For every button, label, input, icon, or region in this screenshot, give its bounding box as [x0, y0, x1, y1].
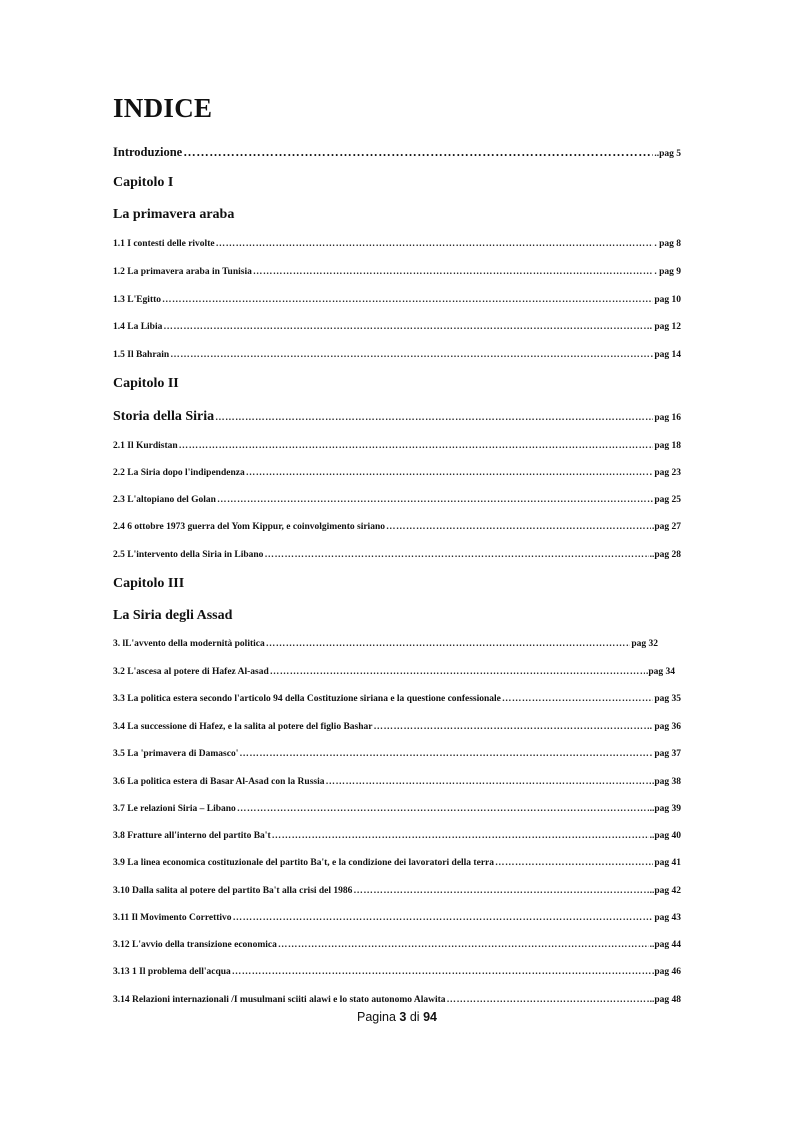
toc-leader-dots: [270, 667, 645, 677]
toc-leader-dots: [495, 858, 653, 868]
toc-leader-dots: [163, 322, 648, 332]
footer-prefix: Pagina: [357, 1010, 396, 1024]
toc-entry[interactable]: [113, 350, 681, 360]
toc-leader-dots: [386, 522, 651, 532]
toc-entry-label: 1.3 L'Egitto: [113, 295, 162, 305]
footer-total-pages: 94: [423, 1010, 437, 1024]
toc-entry-page: . pag 36: [649, 722, 681, 732]
chapter-heading-2: Capitolo II: [113, 376, 179, 391]
toc-entry-label: 2.3 L'altopiano del Golan: [113, 495, 216, 505]
toc-entry-page: .pag 38: [651, 777, 681, 787]
toc-leader-dots: [266, 639, 631, 649]
toc-entry-page: ..pag 48: [649, 995, 681, 1005]
toc-entry[interactable]: [113, 722, 681, 732]
toc-entry[interactable]: [113, 322, 681, 332]
toc-entry-page: pag 35: [654, 694, 681, 704]
toc-leader-dots: [325, 777, 650, 787]
toc-entry-page: . pag 12: [649, 322, 681, 332]
toc-entry-page: ..pag 44: [649, 940, 681, 950]
toc-leader-dots: [170, 350, 653, 360]
toc-entry-page: pag 41: [654, 858, 681, 868]
toc-entry[interactable]: [113, 940, 681, 950]
toc-entry[interactable]: [113, 522, 681, 532]
toc-entry-label: 3.14 Relazioni internazionali /I musulmani sciiti alawi e lo stato autonomo Alawita: [113, 995, 446, 1005]
toc-leader-dots: [239, 749, 653, 759]
toc-leader-dots: [215, 413, 653, 423]
toc-entry-label: 2.1 Il Kurdistan: [113, 441, 178, 451]
toc-entry-label: 3. lL'avvento della modernità politica: [113, 639, 265, 649]
toc-entry-label: 3.2 L'ascesa al potere di Hafez Al-asad: [113, 667, 269, 677]
toc-entry[interactable]: [113, 967, 681, 977]
chapter-heading-1: Capitolo I: [113, 175, 174, 190]
toc-leader-dots: [278, 940, 649, 950]
toc-entry-page: ..pag 40: [649, 831, 681, 841]
toc-leader-dots: [272, 831, 649, 841]
toc-leader-dots: [233, 913, 654, 923]
toc-entry[interactable]: [113, 468, 681, 478]
toc-entry-introduzione[interactable]: [113, 145, 681, 160]
toc-entry-page: .pag 34: [645, 667, 675, 677]
toc-entry-label: 3.13 1 Il problema dell'acqua: [113, 967, 231, 977]
toc-entry-label: 2.5 L'intervento della Siria in Libano: [113, 550, 264, 560]
toc-entry[interactable]: [113, 886, 681, 896]
toc-entry-label: 3.10 Dalla salita al potere del partito Ba't alla crisi del 1986: [113, 886, 353, 896]
toc-leader-dots: [237, 804, 649, 814]
toc-entry-label: 2.4 6 ottobre 1973 guerra del Yom Kippur, e coinvolgimento siriano: [113, 522, 385, 532]
toc-entry-page: ..pag 42: [649, 886, 681, 896]
toc-leader-dots: [179, 441, 654, 451]
chapter-title-2[interactable]: [113, 409, 681, 425]
toc-entry-label: 1.4 La Libia: [113, 322, 163, 332]
toc-entry[interactable]: [113, 913, 681, 923]
toc-entry-label: 2.2 La Siria dopo l'indipendenza: [113, 468, 245, 478]
toc-entry-page: pag 25: [654, 495, 681, 505]
toc-entry[interactable]: [113, 777, 681, 787]
chapter-heading-3: Capitolo III: [113, 576, 185, 591]
toc-entry-page: ..pag 39: [649, 804, 681, 814]
chapter-title-1: La primavera araba: [113, 207, 235, 222]
toc-entry-page: .pag 27: [651, 522, 681, 532]
index-title: INDICE: [113, 93, 213, 123]
toc-entry[interactable]: [113, 831, 681, 841]
toc-entry-page: pag 43: [654, 913, 681, 923]
toc-leader-dots: [162, 295, 653, 305]
toc-leader-dots: [253, 267, 653, 277]
chapter-title-label: Storia della Siria: [113, 409, 215, 424]
toc-entry-page: . pag 9: [654, 267, 681, 277]
toc-entry[interactable]: [113, 295, 681, 305]
toc-entry-label: 3.7 Le relazioni Siria – Libano: [113, 804, 236, 814]
toc-entry-label: 3.3 La politica estera secondo l'articolo 94 della Costituzione siriana e la questione confessionale: [113, 694, 501, 704]
toc-entry[interactable]: [113, 267, 681, 277]
toc-entry[interactable]: [113, 694, 681, 704]
toc-leader-dots: [264, 550, 648, 560]
toc-entry-page: pag 10: [654, 295, 681, 305]
toc-entry-label: 3.9 La linea economica costituzionale del partito Ba't, e la condizione dei lavoratori della terra: [113, 858, 494, 868]
toc-leader-dots: [353, 886, 648, 896]
footer-separator: di: [409, 1010, 420, 1024]
toc-entry-page: ..pag 28: [649, 550, 681, 560]
toc-entry-page: pag 14: [654, 350, 681, 360]
toc-entry-page: pag 16: [654, 413, 681, 423]
toc-entry[interactable]: [113, 749, 681, 759]
toc-entry-label: 3.8 Fratture all'interno del partito Ba't: [113, 831, 271, 841]
toc-leader-dots: [217, 495, 653, 505]
toc-leader-dots: [232, 967, 651, 977]
toc-entry-page: pag 37: [654, 749, 681, 759]
toc-leader-dots: [216, 239, 654, 249]
toc-entry[interactable]: [113, 441, 681, 451]
toc-entry-page: pag 32: [631, 639, 658, 649]
toc-entry[interactable]: [113, 495, 681, 505]
toc-entry-label: 3.4 La successione di Hafez, e la salita al potere del figlio Bashar: [113, 722, 373, 732]
toc-entry-page: ..pag 5: [654, 149, 681, 159]
toc-entry-label: 3.6 La politica estera di Basar Al-Asad con la Russia: [113, 777, 325, 787]
toc-entry-page: .pag 46: [651, 967, 681, 977]
toc-leader-dots: [373, 722, 648, 732]
chapter-title-3: La Siria degli Assad: [113, 608, 233, 623]
toc-leader-dots: [502, 694, 653, 704]
toc-leader-dots: [183, 145, 653, 160]
toc-entry[interactable]: [113, 239, 681, 249]
toc-entry-page: pag 18: [654, 441, 681, 451]
toc-entry[interactable]: [113, 667, 675, 677]
page-footer: [0, 1010, 794, 1024]
toc-entry-label: 1.2 La primavera araba in Tunisia: [113, 267, 252, 277]
toc-leader-dots: [447, 995, 649, 1005]
toc-entry-label: 3.12 L'avvio della transizione economica: [113, 940, 277, 950]
toc-entry-label: Introduzione: [113, 145, 183, 159]
toc-entry-label: 3.11 Il Movimento Correttivo: [113, 913, 232, 923]
toc-leader-dots: [246, 468, 649, 478]
toc-entry[interactable]: [113, 858, 681, 868]
toc-entry[interactable]: [113, 995, 681, 1005]
toc-entry[interactable]: [113, 639, 658, 649]
toc-entry[interactable]: [113, 804, 681, 814]
toc-entry-label: 1.5 Il Bahrain: [113, 350, 170, 360]
toc-entry-page: . pag 8: [654, 239, 681, 249]
toc-entry[interactable]: [113, 550, 681, 560]
toc-entry-page: . pag 23: [649, 468, 681, 478]
footer-current-page: 3: [399, 1010, 407, 1024]
toc-entry-label: 1.1 I contesti delle rivolte: [113, 239, 215, 249]
toc-entry-label: 3.5 La 'primavera di Damasco': [113, 749, 239, 759]
